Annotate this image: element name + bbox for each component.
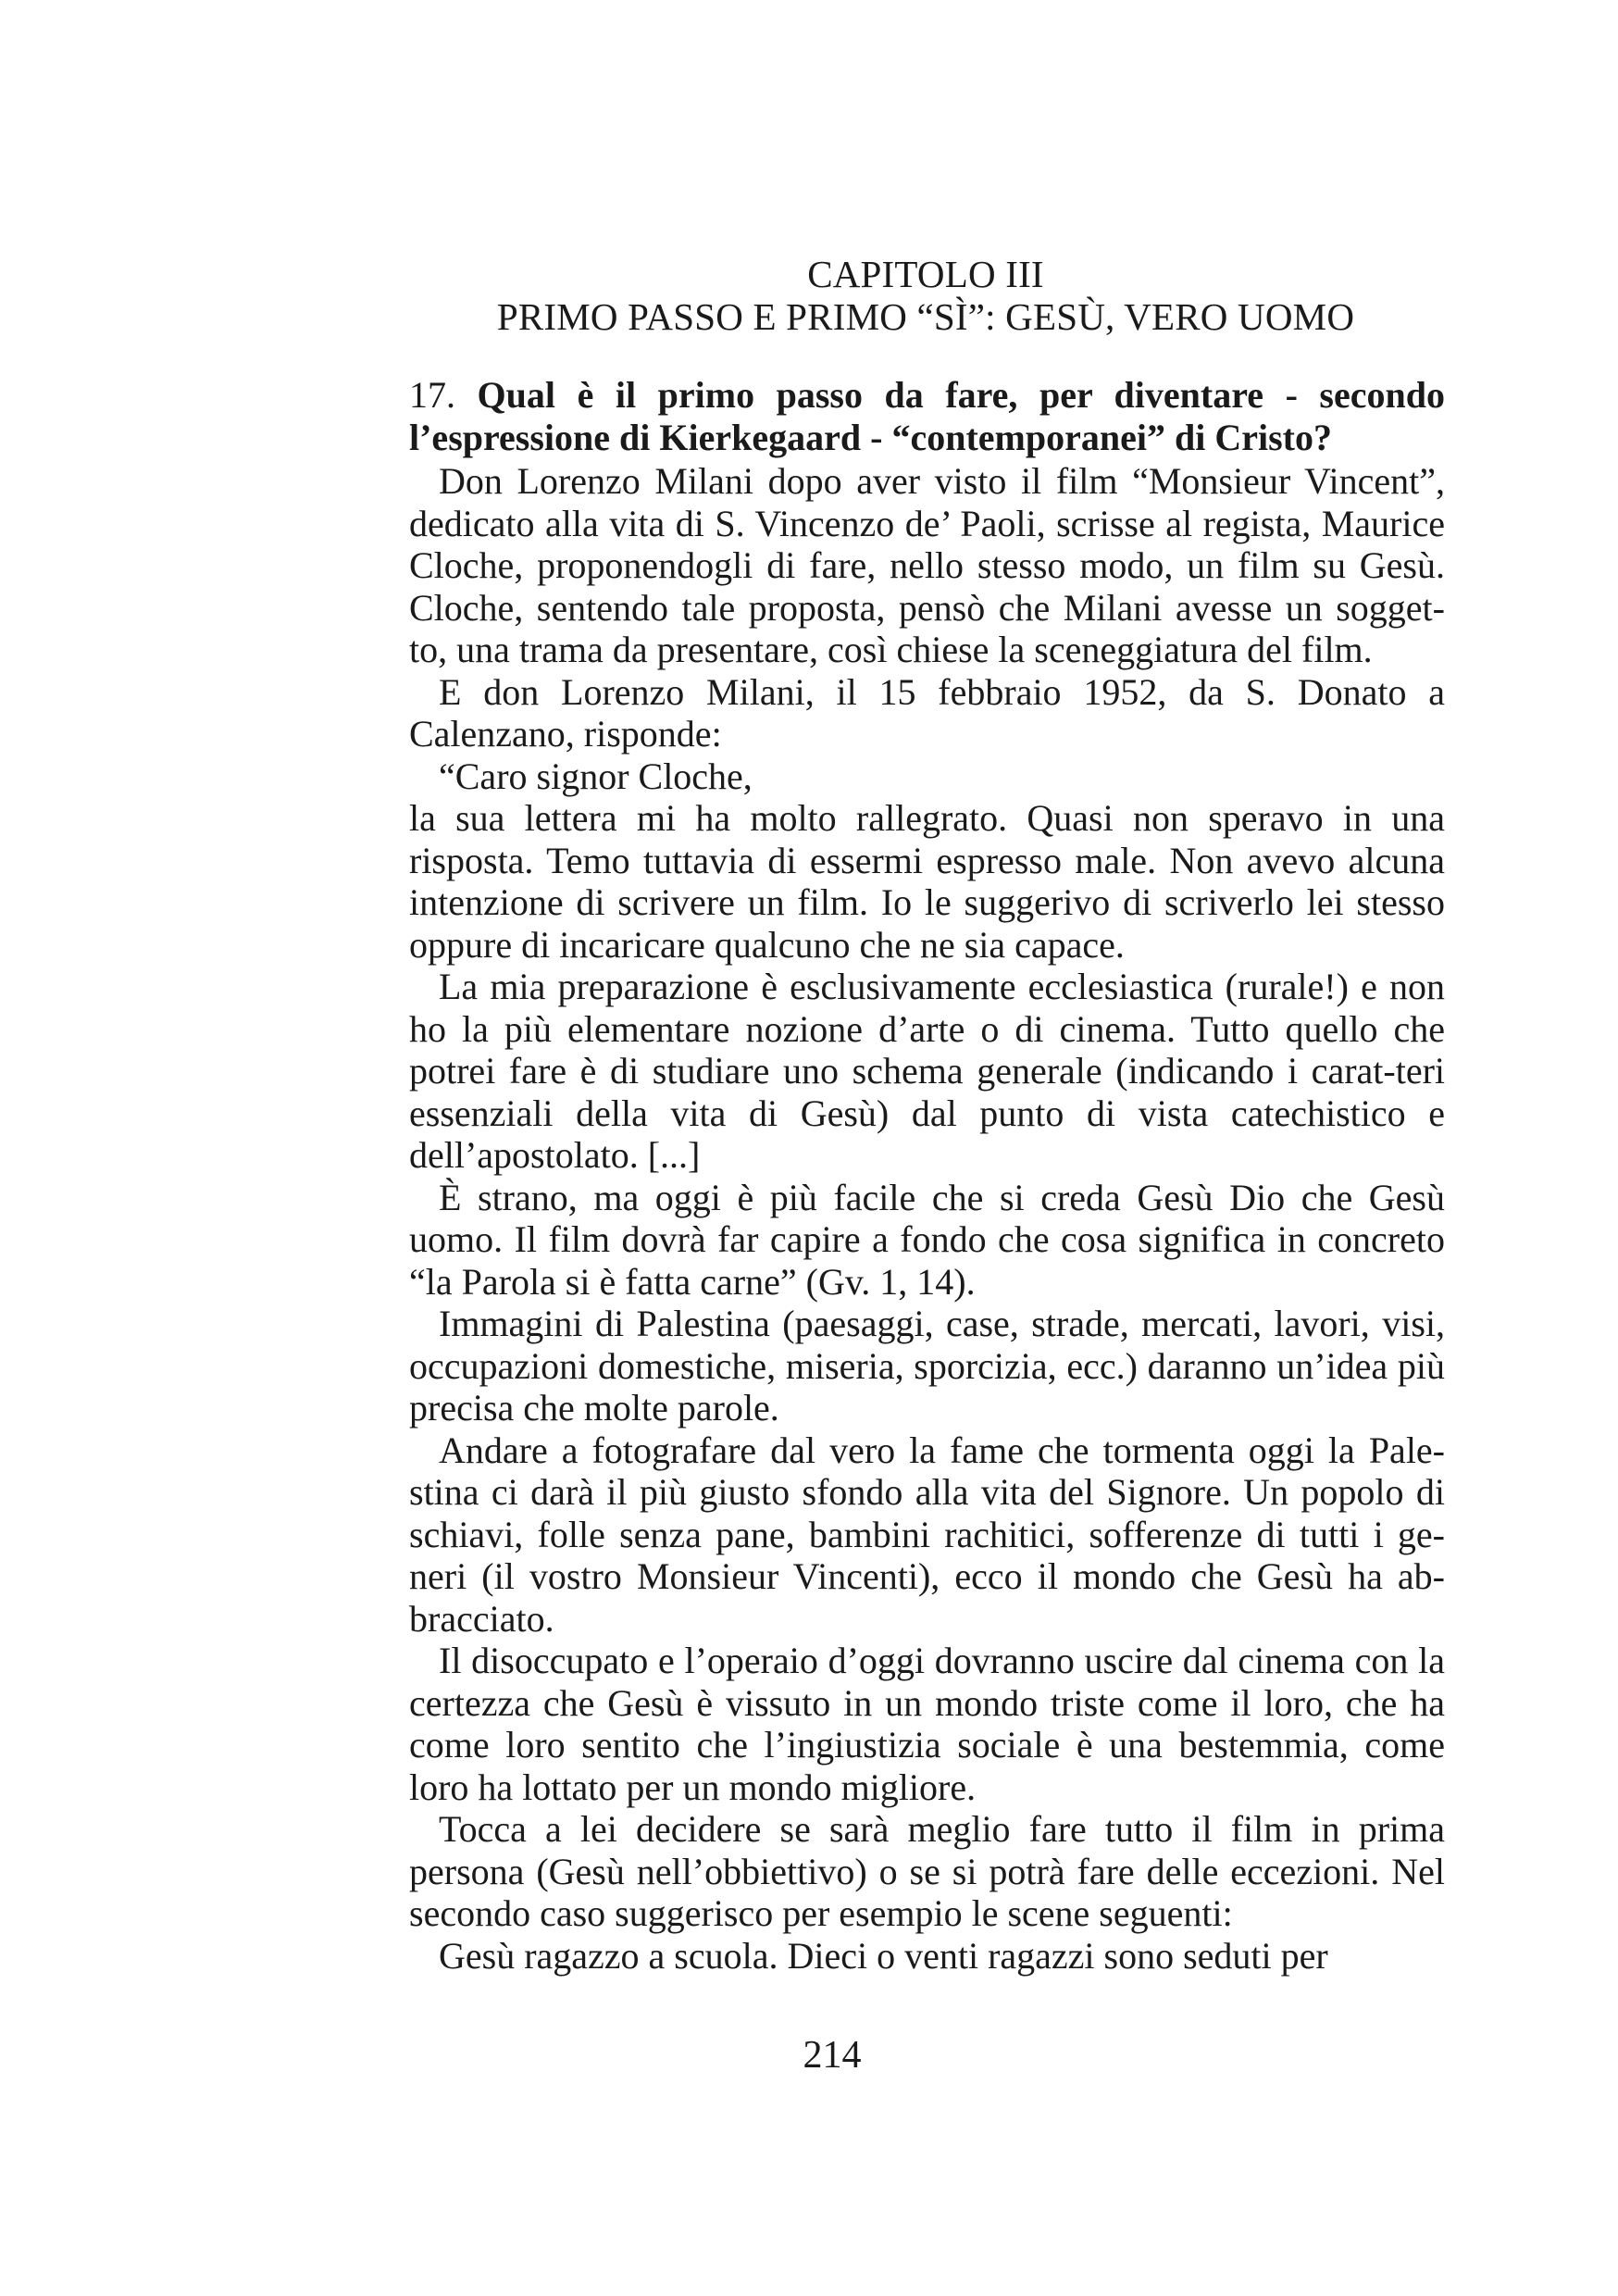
chapter-title: PRIMO PASSO E PRIMO “SÌ”: GESÙ, VERO UOMO (496, 295, 1355, 338)
letter-salutation: “Caro signor Cloche, (439, 755, 753, 797)
paragraph: La mia preparazione è esclusivamente ecclesiastica (rurale!) e non ho la più elementare nozione d’arte o di cinema. Tutto quello che potrei fare è di studiare uno schema generale (indicando i carat-teri essenziali della vita di Gesù) dal punto di vista catechistico e dell’apostolato. [...] (409, 966, 1445, 1176)
question-heading (409, 374, 1445, 458)
paragraph: la sua lettera mi ha molto rallegrato. Quasi non speravo in una risposta. Temo tuttavia di essermi espresso male. Non avevo alcuna intenzione di scrivere un film. Io le suggerivo di scriverlo lei stesso oppure di incaricare qualcuno che ne sia capace. (409, 797, 1445, 966)
paragraph: Tocca a lei decidere se sarà meglio fare tutto il film in prima persona (Gesù nell’obbiettivo) o se si potrà fare delle eccezioni. Nel secondo caso suggerisco per esempio le scene seguenti: (409, 1808, 1445, 1934)
paragraph: È strano, ma oggi è più facile che si creda Gesù Dio che Gesù uomo. Il film dovrà far capire a fondo che cosa significa in concreto “la Parola si è fatta carne” (Gv. 1, 14). (409, 1176, 1445, 1303)
chapter-label: CAPITOLO III (807, 253, 1044, 295)
question-number: 17. (409, 374, 455, 416)
paragraph: Andare a fotografare dal vero la fame che tormenta oggi la Pale-stina ci darà il più giusto sfondo alla vita del Signore. Un popolo di schiavi, folle senza pane, bambini rachitici, sofferenze di tutti i ge-neri (il vostro Monsieur Vincenti), ecco il mondo che Gesù ha ab-bracciato. (409, 1429, 1445, 1640)
paragraph: Il disoccupato e l’operaio d’oggi dovranno uscire dal cinema con la certezza che Gesù è vissuto in un mondo triste come il loro, che ha come loro sentito che l’ingiustizia sociale è una bestemmia, come loro ha lottato per un mondo migliore. (409, 1640, 1445, 1808)
question-text: Qual è il primo passo da fare, per diventare - secondo l’espressione di Kierkegaard - “contemporanei” di Cristo? (409, 374, 1446, 458)
paragraph: Don Lorenzo Milani dopo aver visto il film “Monsieur Vincent”, dedicato alla vita di S. Vincenzo de’ Paoli, scrisse al regista, Maurice Cloche, proponendogli di fare, nello stesso modo, un film su Gesù. Cloche, sentendo tale proposta, pensò che Milani avesse un sogget-to, una trama da presentare, così chiese la sceneggiatura del film. (409, 460, 1445, 670)
paragraph: Immagini di Palestina (paesaggi, case, strade, mercati, lavori, visi, occupazioni domestiche, miseria, sporcizia, ecc.) daranno un’idea più precisa che molte parole. (409, 1303, 1445, 1429)
body-text (409, 374, 1445, 1977)
paragraph: E don Lorenzo Milani, il 15 febbraio 1952, da S. Donato a Calenzano, risponde: (409, 670, 1445, 755)
page-number: 214 (803, 2034, 862, 2077)
paragraph: Gesù ragazzo a scuola. Dieci o venti ragazzi sono seduti per (439, 1934, 1328, 1977)
